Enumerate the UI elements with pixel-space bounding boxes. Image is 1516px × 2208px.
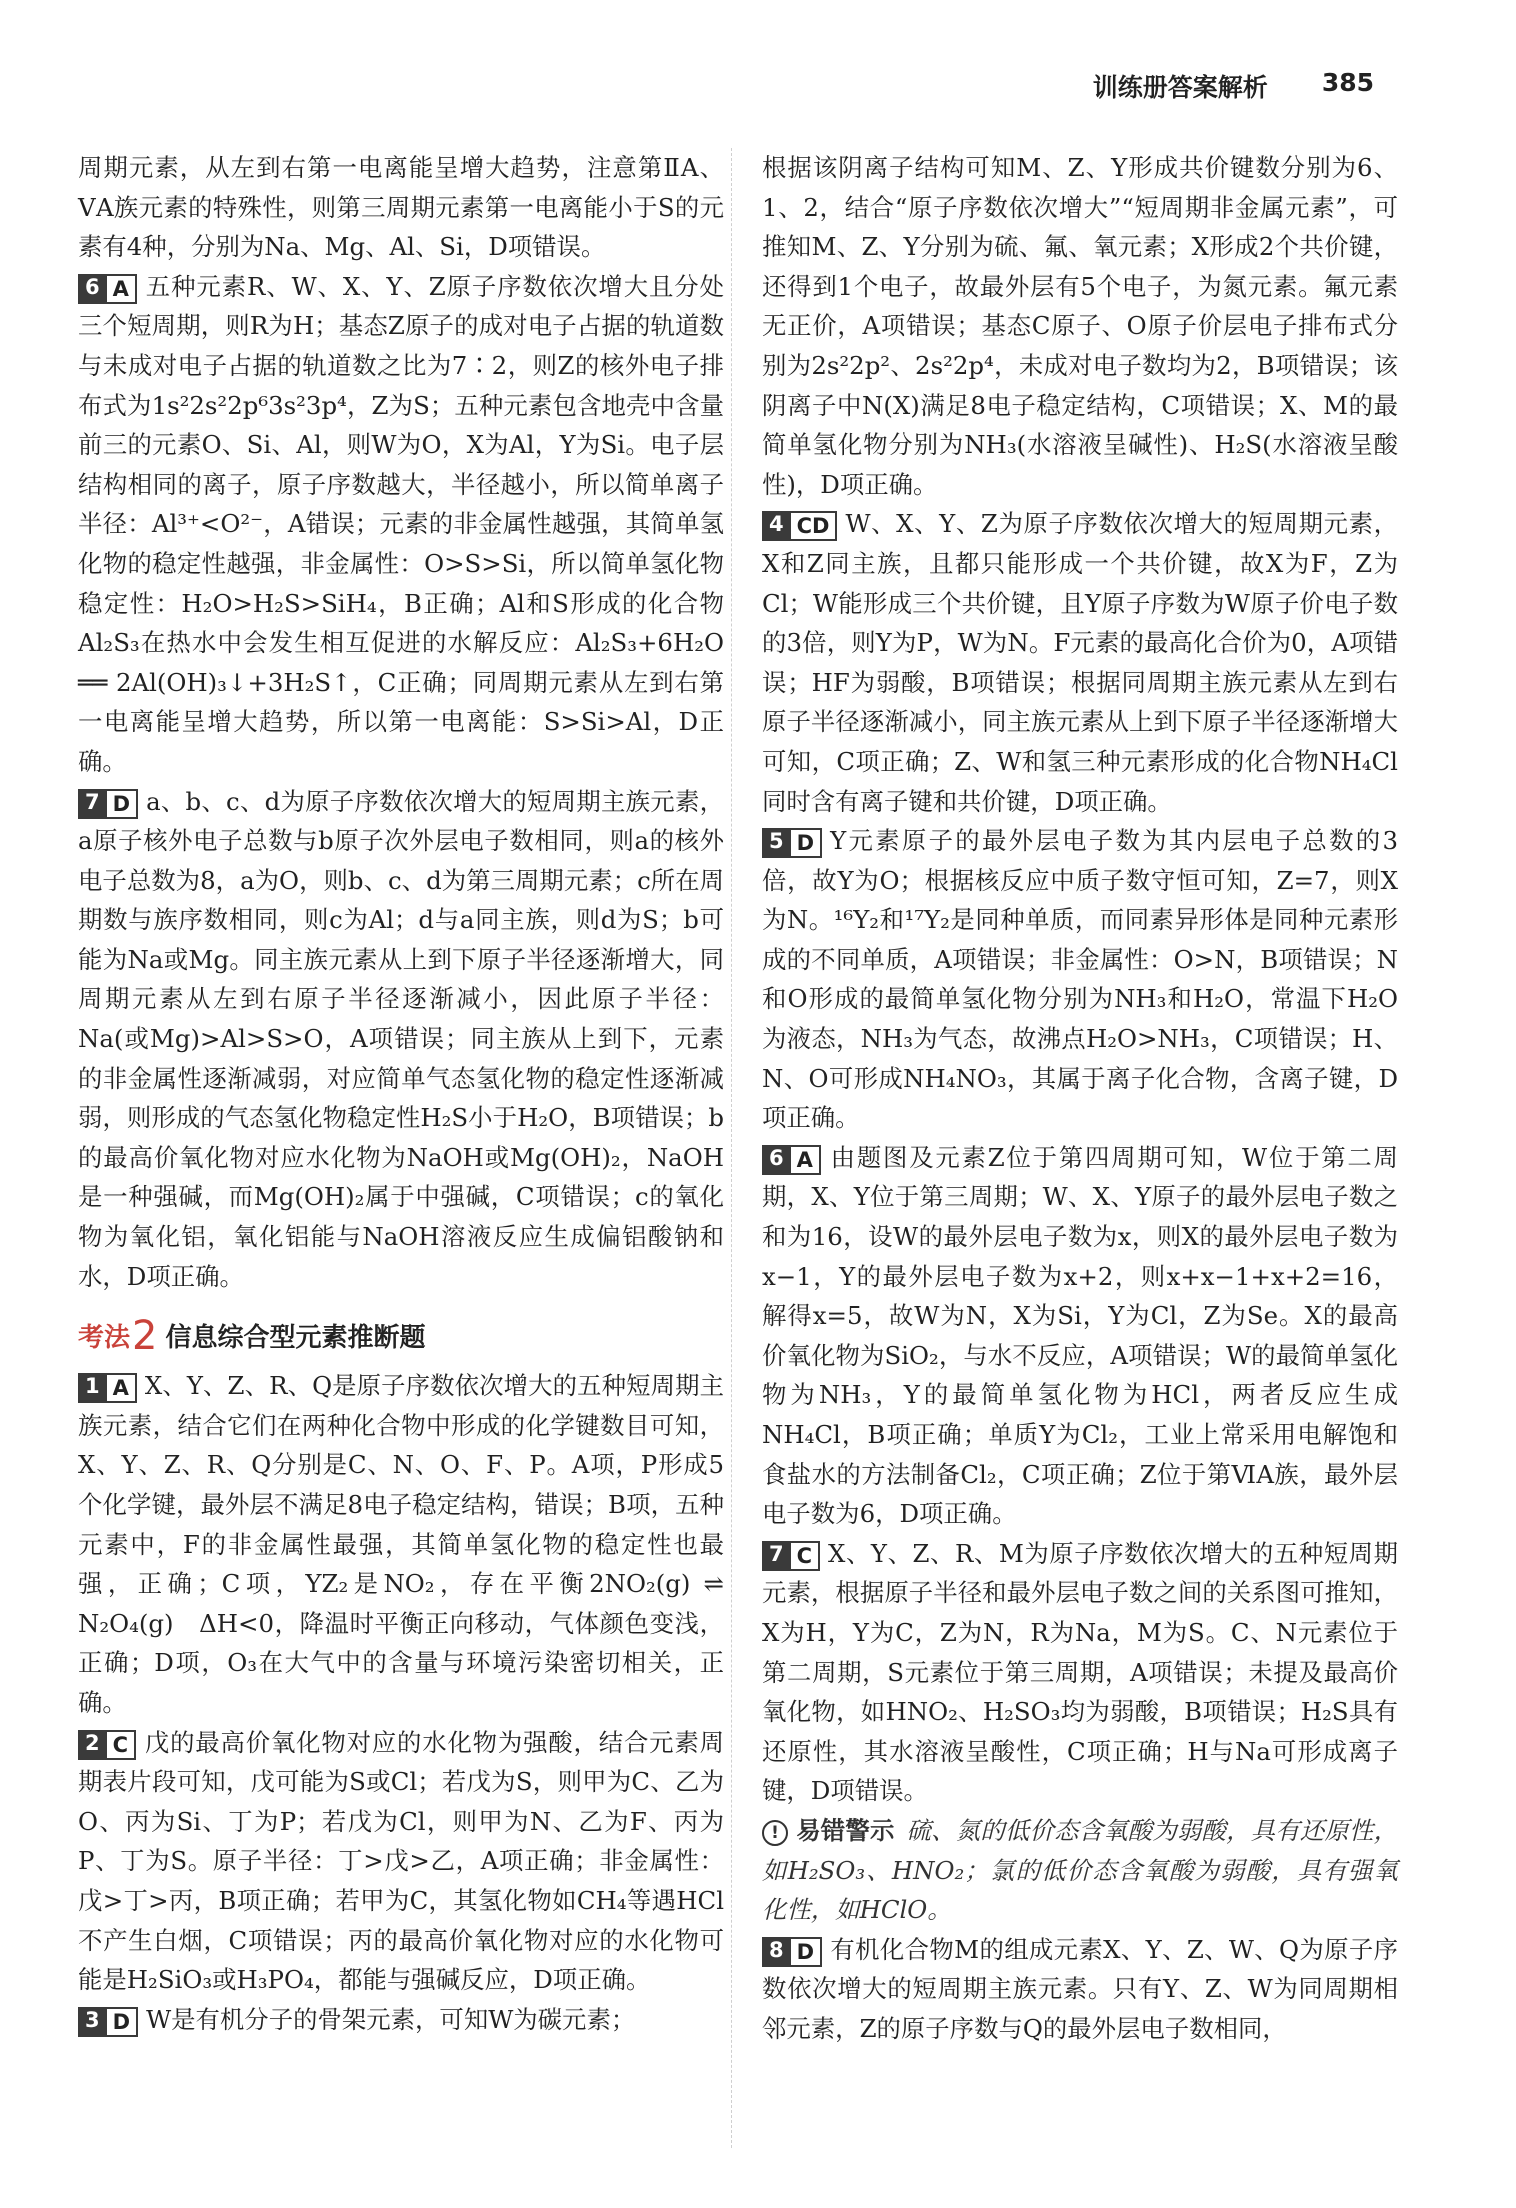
question-label <box>78 1373 137 1403</box>
warning-text: 硫、氮的低价态含氧酸为弱酸，具有还原性，如H₂SO₃、HNO₂；氯的低价态含氧酸为弱酸，具有强氧化性，如HClO。 <box>762 1815 1398 1925</box>
answer-choice: D <box>107 789 138 819</box>
answer-item <box>78 782 724 1297</box>
question-number: 5 <box>762 828 791 858</box>
answer-choice: CD <box>791 511 838 541</box>
question-number: 6 <box>78 274 107 304</box>
question-label <box>78 2007 138 2037</box>
paragraph: 周期元素，从左到右第一电离能呈增大趋势，注意第ⅡA、ⅤA族元素的特殊性，则第三周期元素第一电离能小于S的元素有4种，分别为Na、Mg、Al、Si，D项错误。 <box>78 153 724 262</box>
right-column <box>762 148 1398 2049</box>
left-column <box>78 148 724 2039</box>
question-label <box>762 511 837 541</box>
question-label <box>762 828 822 858</box>
answer-item <box>78 1723 724 2000</box>
question-number: 4 <box>762 511 791 541</box>
answer-choice: D <box>791 828 822 858</box>
answer-item <box>78 2000 724 2040</box>
column-divider <box>731 148 732 2148</box>
question-number: 2 <box>78 1730 107 1760</box>
answer-item <box>78 267 724 782</box>
section-prefix: 考法 <box>78 1323 131 1354</box>
question-label <box>78 789 138 819</box>
page-header <box>1093 68 1374 104</box>
question-label <box>78 1730 136 1760</box>
question-number: 3 <box>78 2007 107 2037</box>
question-label <box>762 1541 820 1571</box>
question-number: 6 <box>762 1145 791 1175</box>
answer-item <box>762 1138 1398 1534</box>
question-number: 8 <box>762 1937 791 1967</box>
answer-item <box>762 1534 1398 1811</box>
warning-icon: ! <box>762 1820 788 1846</box>
question-label <box>762 1145 821 1175</box>
answer-text: 五种元素R、W、X、Y、Z原子序数依次增大且分处三个短周期，则R为H；基态Z原子的成对电子占据的轨道数与未成对电子占据的轨道数之比为7∶2，则Z的核外电子排布式为1s²2s²2p⁶3s²3p⁴，Z为S；五种元素包含地壳中含量前三的元素O、Si、Al，则W为O，X为Al，Y为Si。电子层结构相同的离子，原子序数越大，半径越小，所以简单离子半径：Al³⁺<O²⁻，A错误；元素的非金属性越强，其简单氢化物的稳定性越强，非金属性：O>S>Si，所以简单氢化物稳定性：H₂O>H₂S>SiH₄，B正确；Al和S形成的化合物Al₂S₃在热水中会发生相互促进的水解反应：Al₂S₃+6H₂O ══ 2Al(OH)₃↓+3H₂S↑，C正确；同周期元素从左到右第一电离能呈增大趋势，所以第一电离能：S>Si>Al，D正确。 <box>78 271 724 776</box>
answer-choice: C <box>791 1541 820 1571</box>
answer-text: W是有机分子的骨架元素，可知W为碳元素； <box>146 2004 636 2034</box>
section-title: 信息综合型元素推断题 <box>165 1323 426 1354</box>
question-number: 7 <box>78 789 107 819</box>
answer-choice: D <box>791 1937 822 1967</box>
answer-choice: D <box>107 2007 138 2037</box>
answer-choice: A <box>107 1373 137 1403</box>
answer-text: 有机化合物M的组成元素X、Y、Z、W、Q为原子序数依次增大的短周期主族元素。只有Y、Z、W为同周期相邻元素，Z的原子序数与Q的最外层电子数相同， <box>762 1934 1398 2043</box>
answer-text: a、b、c、d为原子序数依次增大的短周期主族元素，a原子核外电子总数与b原子次外层电子数相同，则a的核外电子总数为8，a为O，则b、c、d为第三周期元素；c所在周期数与族序数相同，则c为Al；d与a同主族，则d为S；b可能为Na或Mg。同主族元素从上到下原子半径逐渐增大，同周期元素从左到右原子半径逐渐减小，因此原子半径：Na(或Mg)>Al>S>O，A项错误；同主族从上到下，元素的非金属性逐渐减弱，对应简单气态氢化物的稳定性逐渐减弱，则形成的气态氢化物稳定性H₂S小于H₂O，B项错误；b的最高价氧化物对应水化物为NaOH或Mg(OH)₂，NaOH是一种强碱，而Mg(OH)₂属于中强碱，C项错误；c的氧化物为氧化铝，氧化铝能与NaOH溶液反应生成偏铝酸钠和水，D项正确。 <box>78 786 724 1291</box>
answer-item <box>762 1930 1398 2049</box>
answer-text: W、X、Y、Z为原子序数依次增大的短周期元素，X和Z同主族，且都只能形成一个共价键，故X为F，Z为Cl；W能形成三个共价键，且Y原子序数为W原子价电子数的3倍，则Y为P，W为N。F元素的最高化合价为0，A项错误；HF为弱酸，B项错误；根据同周期主族元素从左到右原子半径逐渐减小，同主族元素从上到下原子半径逐渐增大可知，C项正确；Z、W和氢三种元素形成的化合物NH₄Cl同时含有离子键和共价键，D项正确。 <box>762 509 1398 816</box>
answer-text: X、Y、Z、R、M为原子序数依次增大的五种短周期元素，根据原子半径和最外层电子数之间的关系图可推知，X为H，Y为C，Z为N，R为Na，M为S。C、N元素位于第二周期，S元素位于第三周期，A项错误；未提及最高价氧化物，如HNO₂、H₂SO₃均为弱酸，B项错误；H₂S具有还原性，其水溶液呈酸性，C项正确；H与Na可形成离子键，D项错误。 <box>762 1538 1398 1806</box>
question-label <box>762 1937 822 1967</box>
question-number: 1 <box>78 1373 107 1403</box>
question-label <box>78 274 137 304</box>
answer-text: 戊的最高价氧化物对应的水化物为强酸，结合元素周期表片段可知，戊可能为S或Cl；若戊为S，则甲为C、乙为O、丙为Si、丁为P；若戊为Cl，则甲为N、乙为F、丙为P、丁为S。原子半径：丁>戊>乙，A项正确；非金属性：戊>丁>丙，B项正确；若甲为C，其氢化物如CH₄等遇HCl不产生白烟，C项错误；丙的最高价氧化物对应的水化物可能是H₂SiO₃或H₃PO₄，都能与强碱反应，D项正确。 <box>78 1727 724 1995</box>
answer-item <box>78 1366 724 1722</box>
answer-item <box>762 504 1398 821</box>
answer-item <box>762 821 1398 1138</box>
answer-text: X、Y、Z、R、Q是原子序数依次增大的五种短周期主族元素，结合它们在两种化合物中形成的化学键数目可知，X、Y、Z、R、Q分别是C、N、O、F、P。A项，P形成5个化学键，最外层不满足8电子稳定结构，错误；B项，五种元素中，F的非金属性最强，其简单氢化物的稳定性也最强，正确；C项，YZ₂是NO₂，存在平衡2NO₂(g) ⇌ N₂O₄(g) ΔH<0，降温时平衡正向移动，气体颜色变浅，正确；D项，O₃在大气中的含量与环境污染密切相关，正确。 <box>78 1371 724 1717</box>
question-number: 7 <box>762 1541 791 1571</box>
paragraph: 根据该阴离子结构可知M、Z、Y形成共价键数分别为6、1、2，结合“原子序数依次增大”“短周期非金属元素”，可推知M、Z、Y分别为硫、氟、氧元素；X形成2个共价键，还得到1个电子，故最外层有5个电子，为氮元素。氟元素无正价，A项错误；基态C原子、O原子价层电子排布式分别为2s²2p²、2s²2p⁴，未成对电子数均为2，B项错误；该阴离子中N(X)满足8电子稳定结构，C项错误；X、M的最简单氢化物分别为NH₃(水溶液呈碱性)、H₂S(水溶液呈酸性)，D项正确。 <box>762 153 1398 499</box>
warning-title: 易错警示 <box>796 1815 895 1845</box>
section-number: 2 <box>132 1313 158 1360</box>
section-heading <box>78 1314 724 1360</box>
answer-choice: C <box>107 1730 136 1760</box>
answer-choice: A <box>791 1145 821 1175</box>
warning-note <box>762 1811 1398 1930</box>
answer-text: 由题图及元素Z位于第四周期可知，W位于第二周期，X、Y位于第三周期；W、X、Y原子的最外层电子数之和为16，设W的最外层电子数为x，则X的最外层电子数为x−1，Y的最外层电子数为x+2，则x+x−1+x+2=16，解得x=5，故W为N，X为Si，Y为Cl，Z为Se。X的最高价氧化物为SiO₂，与水不反应，A项错误；W的最简单氢化物为NH₃，Y的最简单氢化物为HCl，两者反应生成NH₄Cl，B项正确；单质Y为Cl₂，工业上常采用电解饱和食盐水的方法制备Cl₂，C项正确；Z位于第ⅥA族，最外层电子数为6，D项正确。 <box>762 1142 1398 1529</box>
answer-text: Y元素原子的最外层电子数为其内层电子总数的3倍，故Y为O；根据核反应中质子数守恒可知，Z=7，则X为N。¹⁶Y₂和¹⁷Y₂是同种单质，而同素异形体是同种元素形成的不同单质，A项错误；非金属性：O>N，B项错误；N和O形成的最简单氢化物分别为NH₃和H₂O，常温下H₂O为液态，NH₃为气态，故沸点H₂O>NH₃，C项错误；H、N、O可形成NH₄NO₃，其属于离子化合物，含离子键，D项正确。 <box>762 826 1398 1133</box>
page-number: 385 <box>1321 68 1374 97</box>
answer-choice: A <box>107 274 137 304</box>
running-title: 训练册答案解析 <box>1092 73 1268 102</box>
